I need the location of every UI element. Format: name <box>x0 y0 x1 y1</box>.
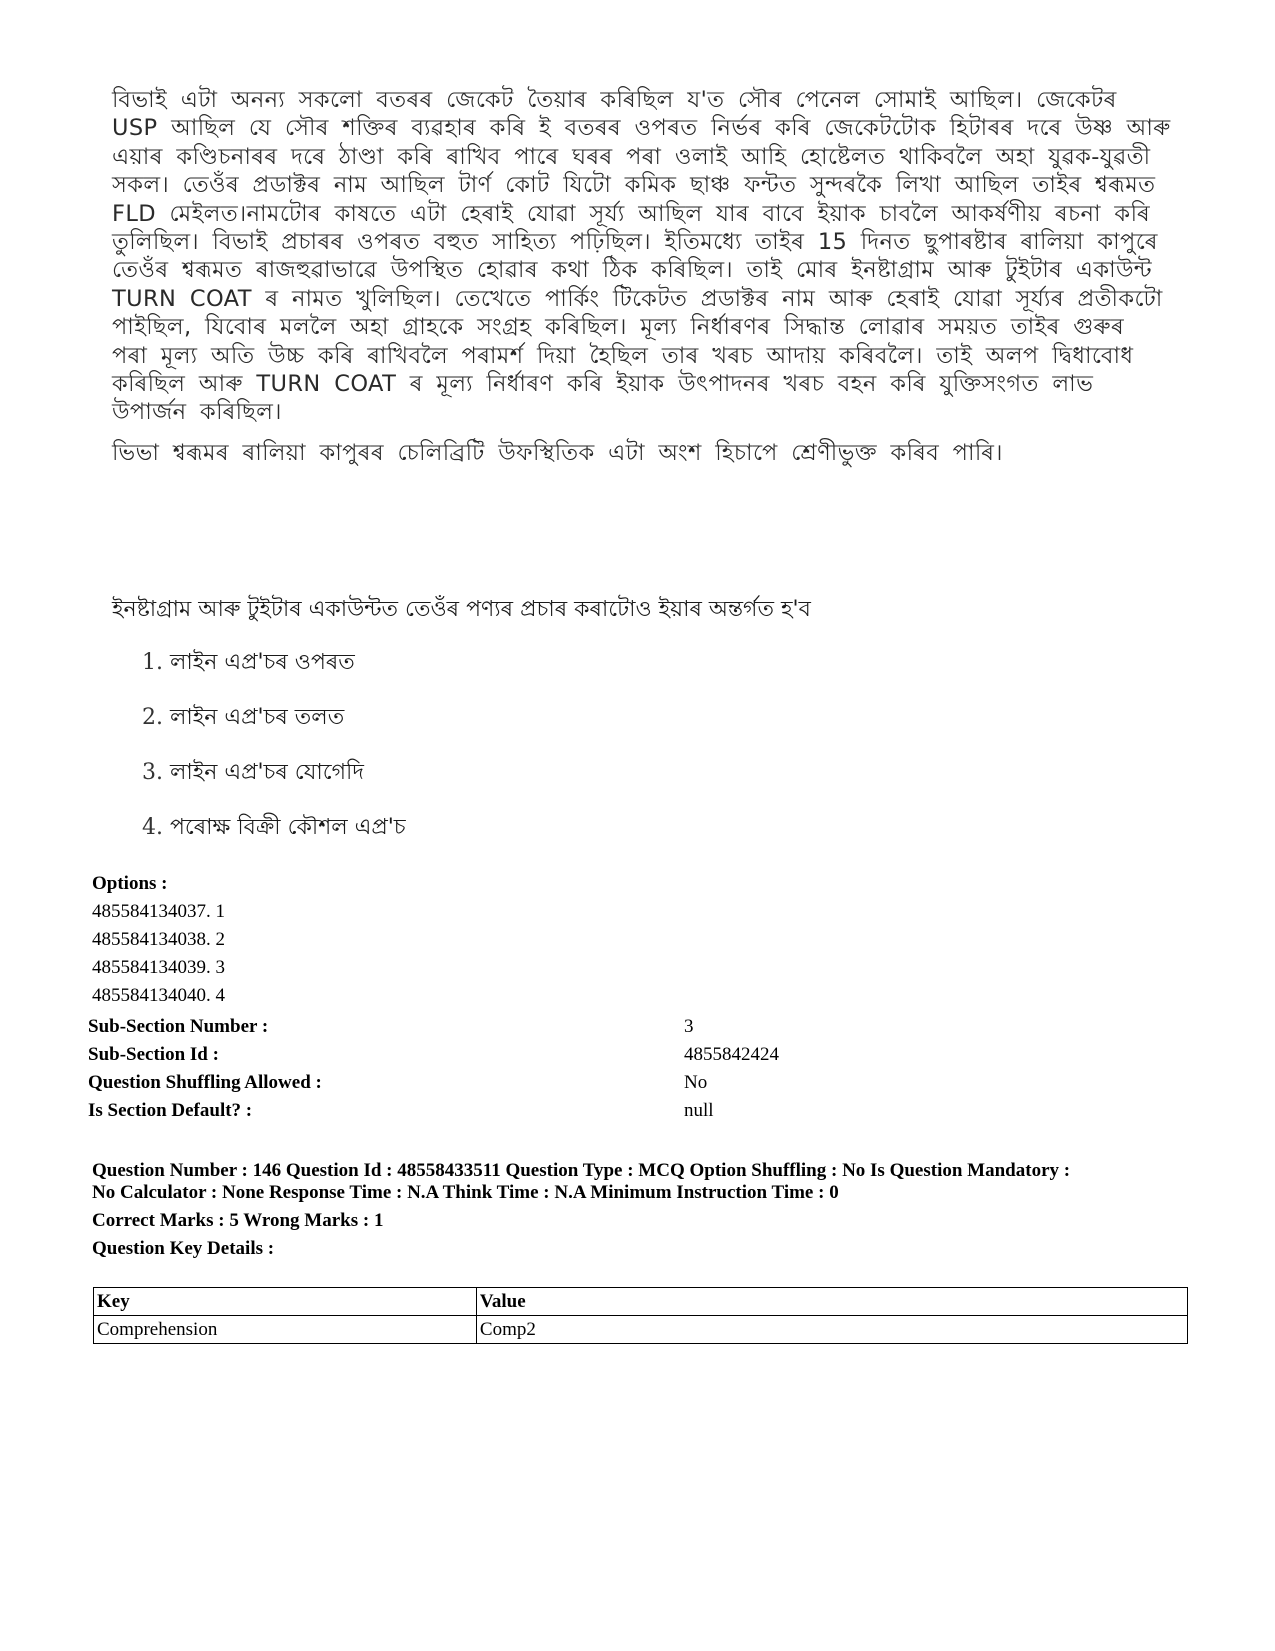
subsection-number-value: 3 <box>684 1016 694 1037</box>
key-details-heading: Question Key Details : <box>92 1238 275 1259</box>
section-default-label: Is Section Default? : <box>88 1100 253 1121</box>
options-heading: Options : <box>92 873 168 894</box>
option-id-4: 485584134040. 4 <box>92 985 225 1006</box>
choice-number: 4. <box>142 815 163 840</box>
choice-number: 3. <box>142 760 163 785</box>
question-info-line-2: No Calculator : None Response Time : N.A Think Time : N.A Minimum Instruction Time : 0 <box>92 1182 839 1203</box>
subsection-id-label: Sub-Section Id : <box>88 1044 219 1065</box>
key-details-table <box>93 1287 1188 1344</box>
choice-3 <box>142 755 364 792</box>
option-id-2: 485584134038. 2 <box>92 929 225 950</box>
choice-2 <box>142 700 344 737</box>
choice-4 <box>142 810 406 847</box>
table-cell-value: Comp2 <box>476 1316 1187 1344</box>
question-shuffling-label: Question Shuffling Allowed : <box>88 1072 322 1093</box>
subsection-id-value: 4855842424 <box>684 1044 779 1065</box>
choice-text: পৰোক্ষ বিক্ৰী কৌশল এপ্ৰ'চ <box>170 815 406 840</box>
marks-line: Correct Marks : 5 Wrong Marks : 1 <box>92 1210 384 1231</box>
choice-text: লাইন এপ্ৰ'চৰ ওপৰত <box>170 650 355 675</box>
question-text: ইনষ্টাগ্ৰাম আৰু টুইটাৰ একাউন্টত তেওঁৰ পণ্যৰ প্ৰচাৰ কৰাটোও ইয়াৰ অন্তৰ্গত হ'ব <box>112 597 811 622</box>
choice-number: 1. <box>142 650 163 675</box>
question-shuffling-value: No <box>684 1072 708 1093</box>
subsection-number-label: Sub-Section Number : <box>88 1016 269 1037</box>
passage-image <box>112 86 1172 467</box>
passage-paragraph-2: ভিভা শ্বৰূমৰ ৰালিয়া কাপুৰৰ চেলিব্ৰিটি উফস্থিতিক এটা অংশ হিচাপে শ্ৰেণীভুক্ত কৰিব পাৰি। <box>112 439 1003 466</box>
section-default-value: null <box>684 1100 714 1121</box>
question-info-line-1: Question Number : 146 Question Id : 48558433511 Question Type : MCQ Option Shuffling : No Is Question Mandatory : <box>92 1160 1071 1181</box>
option-id-1: 485584134037. 1 <box>92 901 225 922</box>
passage-paragraph-1: বিভাই এটা অনন্য সকলো বতৰৰ জেকেট তৈয়াৰ কৰিছিল য'ত সৌৰ পেনেল সোমাই আছিল। জেকেটৰ USP আছিল যে সৌৰ শক্তিৰ ব্যৱহাৰ কৰি ই বতৰৰ ওপৰত নিৰ্ভৰ কৰি জেকেটটোক হিটাৰৰ দৰে উষ্ণ আৰু এয়াৰ কণ্ডিচনাৰৰ দৰে ঠাণ্ডা কৰি ৰাখিব পাৰে ঘৰৰ পৰা ওলাই আহি হোষ্টেলত থাকিবলৈ অহা যুৱক-যুৱতী সকল। তেওঁৰ প্ৰডাক্টৰ নাম আছিল টাৰ্ণ কোট যিটো কমিক ছাঞ্চ ফন্টত সুন্দৰকৈ লিখা আছিল তাইৰ শ্বৰূমত FLD মেইলত।নামটোৰ কাষতে এটা হেৰাই যোৱা সূৰ্য্য আছিল যাৰ বাবে ইয়াক চাবলৈ আকৰ্ষণীয় ৰচনা কৰি তুলিছিল। বিভাই প্ৰচাৰৰ ওপৰত বহুত সাহিত্য পঢ়িছিল। ইতিমধ্যে তাইৰ 15 দিনত ছুপাৰষ্টাৰ ৰালিয়া কাপুৰে তেওঁৰ শ্বৰূমত ৰাজহুৱাভাৱে উপস্থিত হোৱাৰ কথা ঠিক কৰিছিল। তাই মোৰ ইনষ্টাগ্ৰাম আৰু টুইটাৰ একাউন্ট TURN COAT ৰ নামত খুলিছিল। তেখেতে পাৰ্কিং টিকেটত প্ৰডাক্টৰ নাম আৰু হেৰাই যোৱা সূৰ্য্যৰ প্ৰতীকটো পাইছিল, যিবোৰ মললৈ অহা গ্ৰাহকে সংগ্ৰহ কৰিছিল। মূল্য নিৰ্ধাৰণৰ সিদ্ধান্ত লোৱাৰ সময়ত তাইৰ গুৰুৰ পৰা মূল্য অতি উচ্চ কৰি ৰাখিবলৈ পৰামৰ্শ দিয়া হৈছিল তাৰ খৰচ আদায় কৰিবলৈ। তাই অলপ দ্বিধাবোধ কৰিছিল আৰু TURN COAT ৰ মূল্য নিৰ্ধাৰণ কৰি ইয়াক উৎপাদনৰ খৰচ বহন কৰি যুক্তিসংগত লাভ উপাৰ্জন কৰিছিল। <box>112 87 1171 426</box>
choice-number: 2. <box>142 705 163 730</box>
choice-1 <box>142 645 355 682</box>
table-header-key: Key <box>94 1288 477 1316</box>
table-cell-key: Comprehension <box>94 1316 477 1344</box>
table-header-row <box>94 1288 1188 1316</box>
table-row <box>94 1316 1188 1344</box>
choice-text: লাইন এপ্ৰ'চৰ যোগেদি <box>170 760 364 785</box>
choice-text: লাইন এপ্ৰ'চৰ তলত <box>170 705 345 730</box>
option-id-3: 485584134039. 3 <box>92 957 225 978</box>
table-header-value: Value <box>476 1288 1187 1316</box>
